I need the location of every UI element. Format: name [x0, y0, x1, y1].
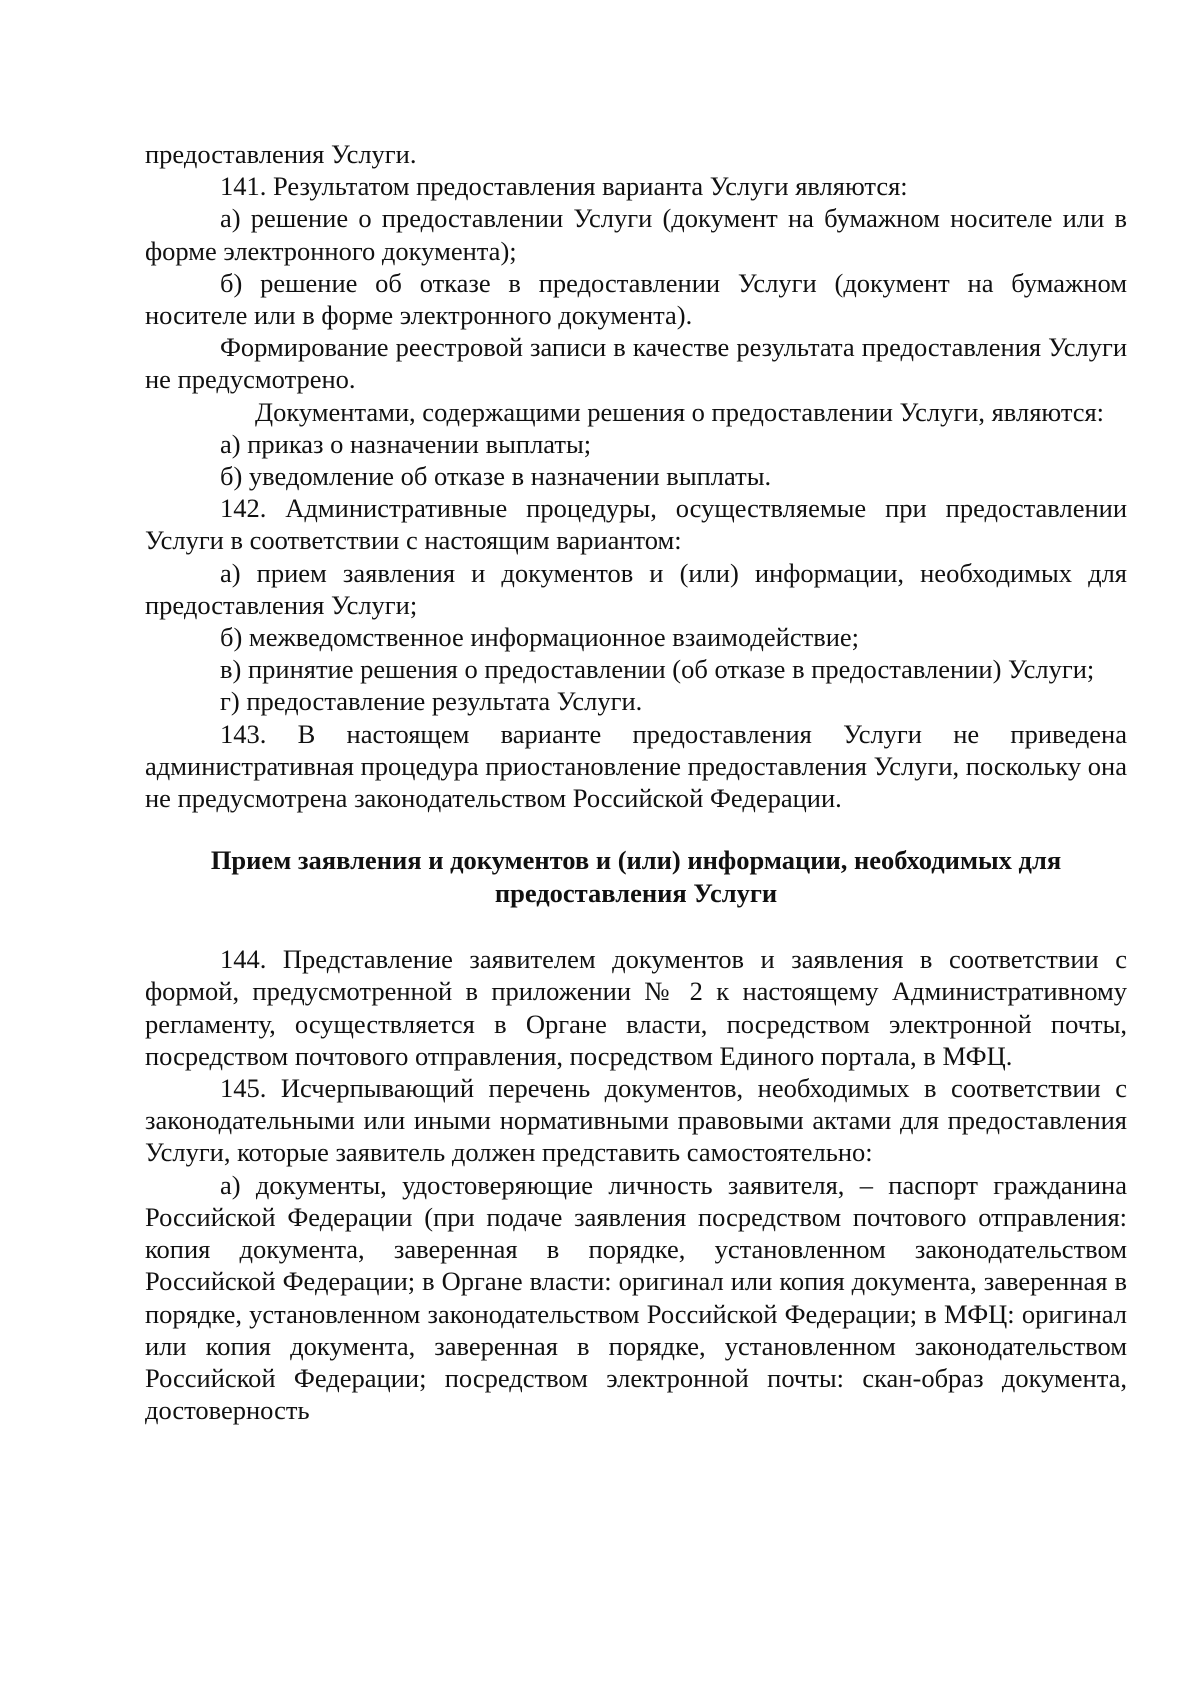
- paragraph-decision-documents: Документами, содержащими решения о предоставлении Услуги, являются:: [255, 396, 1105, 427]
- section-heading-line-1: Прием заявления и документов и (или) информации, необходимых для: [210, 845, 1062, 876]
- paragraph-142-b: б) межведомственное информационное взаимодействие;: [220, 622, 860, 653]
- paragraph-decision-a: а) приказ о назначении выплаты;: [220, 428, 592, 459]
- paragraph-141: 141. Результатом предоставления варианта Услуги являются:: [220, 171, 908, 202]
- paragraph-145-a: а) документы, удостоверяющие личность заявителя, – паспорт гражданина Российской Федерации (при подаче заявления посредством почтового отправления: копия документа, заверенная в порядке, установленном законодательством Российской Федерации; в Органе власти: оригинал или копия документа, заверенная в порядке, установленном законодательством Российской Федерации; в МФЦ: оригинал или копия документа, заверенная в порядке, установленном законодательством Российской Федерации; посредством электронной почты: скан-образ документа, достоверность: [145, 1169, 1127, 1426]
- paragraph-continuation: предоставления Услуги.: [145, 139, 417, 169]
- section-heading: [145, 844, 1127, 910]
- paragraph-registry-record: Формирование реестровой записи в качестве результата предоставления Услуги не предусмотрено.: [145, 332, 1127, 395]
- paragraph-142-g: г) предоставление результата Услуги.: [220, 686, 643, 717]
- paragraph-142-v: в) принятие решения о предоставлении (об отказе в предоставлении) Услуги;: [220, 654, 1095, 685]
- paragraph-142: 142. Административные процедуры, осуществляемые при предоставлении Услуги в соответствии с настоящим вариантом:: [145, 493, 1127, 556]
- paragraph-decision-b: б) уведомление об отказе в назначении выплаты.: [220, 461, 772, 492]
- paragraph-145: 145. Исчерпывающий перечень документов, необходимых в соответствии с законодательными или иными нормативными правовыми актами для предоставления Услуги, которые заявитель должен представить самостоятельно:: [145, 1073, 1127, 1168]
- section-heading-line-2: предоставления Услуги: [494, 878, 778, 909]
- paragraph-142-a: а) прием заявления и документов и (или) информации, необходимых для предоставления Услуги;: [145, 557, 1127, 620]
- paragraph-144: 144. Представление заявителем документов и заявления в соответствии с формой, предусмотренной в приложении № 2 к настоящему Административному регламенту, осуществляется в Органе власти, посредством электронной почты, посредством почтового отправления, посредством Единого портала, в МФЦ.: [145, 944, 1127, 1071]
- paragraph-143: 143. В настоящем варианте предоставления Услуги не приведена административная процедура приостановление предоставления Услуги, поскольку она не предусмотрена законодательством Российской Федерации.: [145, 718, 1127, 814]
- document-page: [145, 138, 1127, 1426]
- paragraph-141-a: а) решение о предоставлении Услуги (документ на бумажном носителе или в форме электронного документа);: [145, 203, 1127, 266]
- paragraph-141-b: б) решение об отказе в предоставлении Услуги (документ на бумажном носителе или в форме электронного документа).: [145, 267, 1127, 331]
